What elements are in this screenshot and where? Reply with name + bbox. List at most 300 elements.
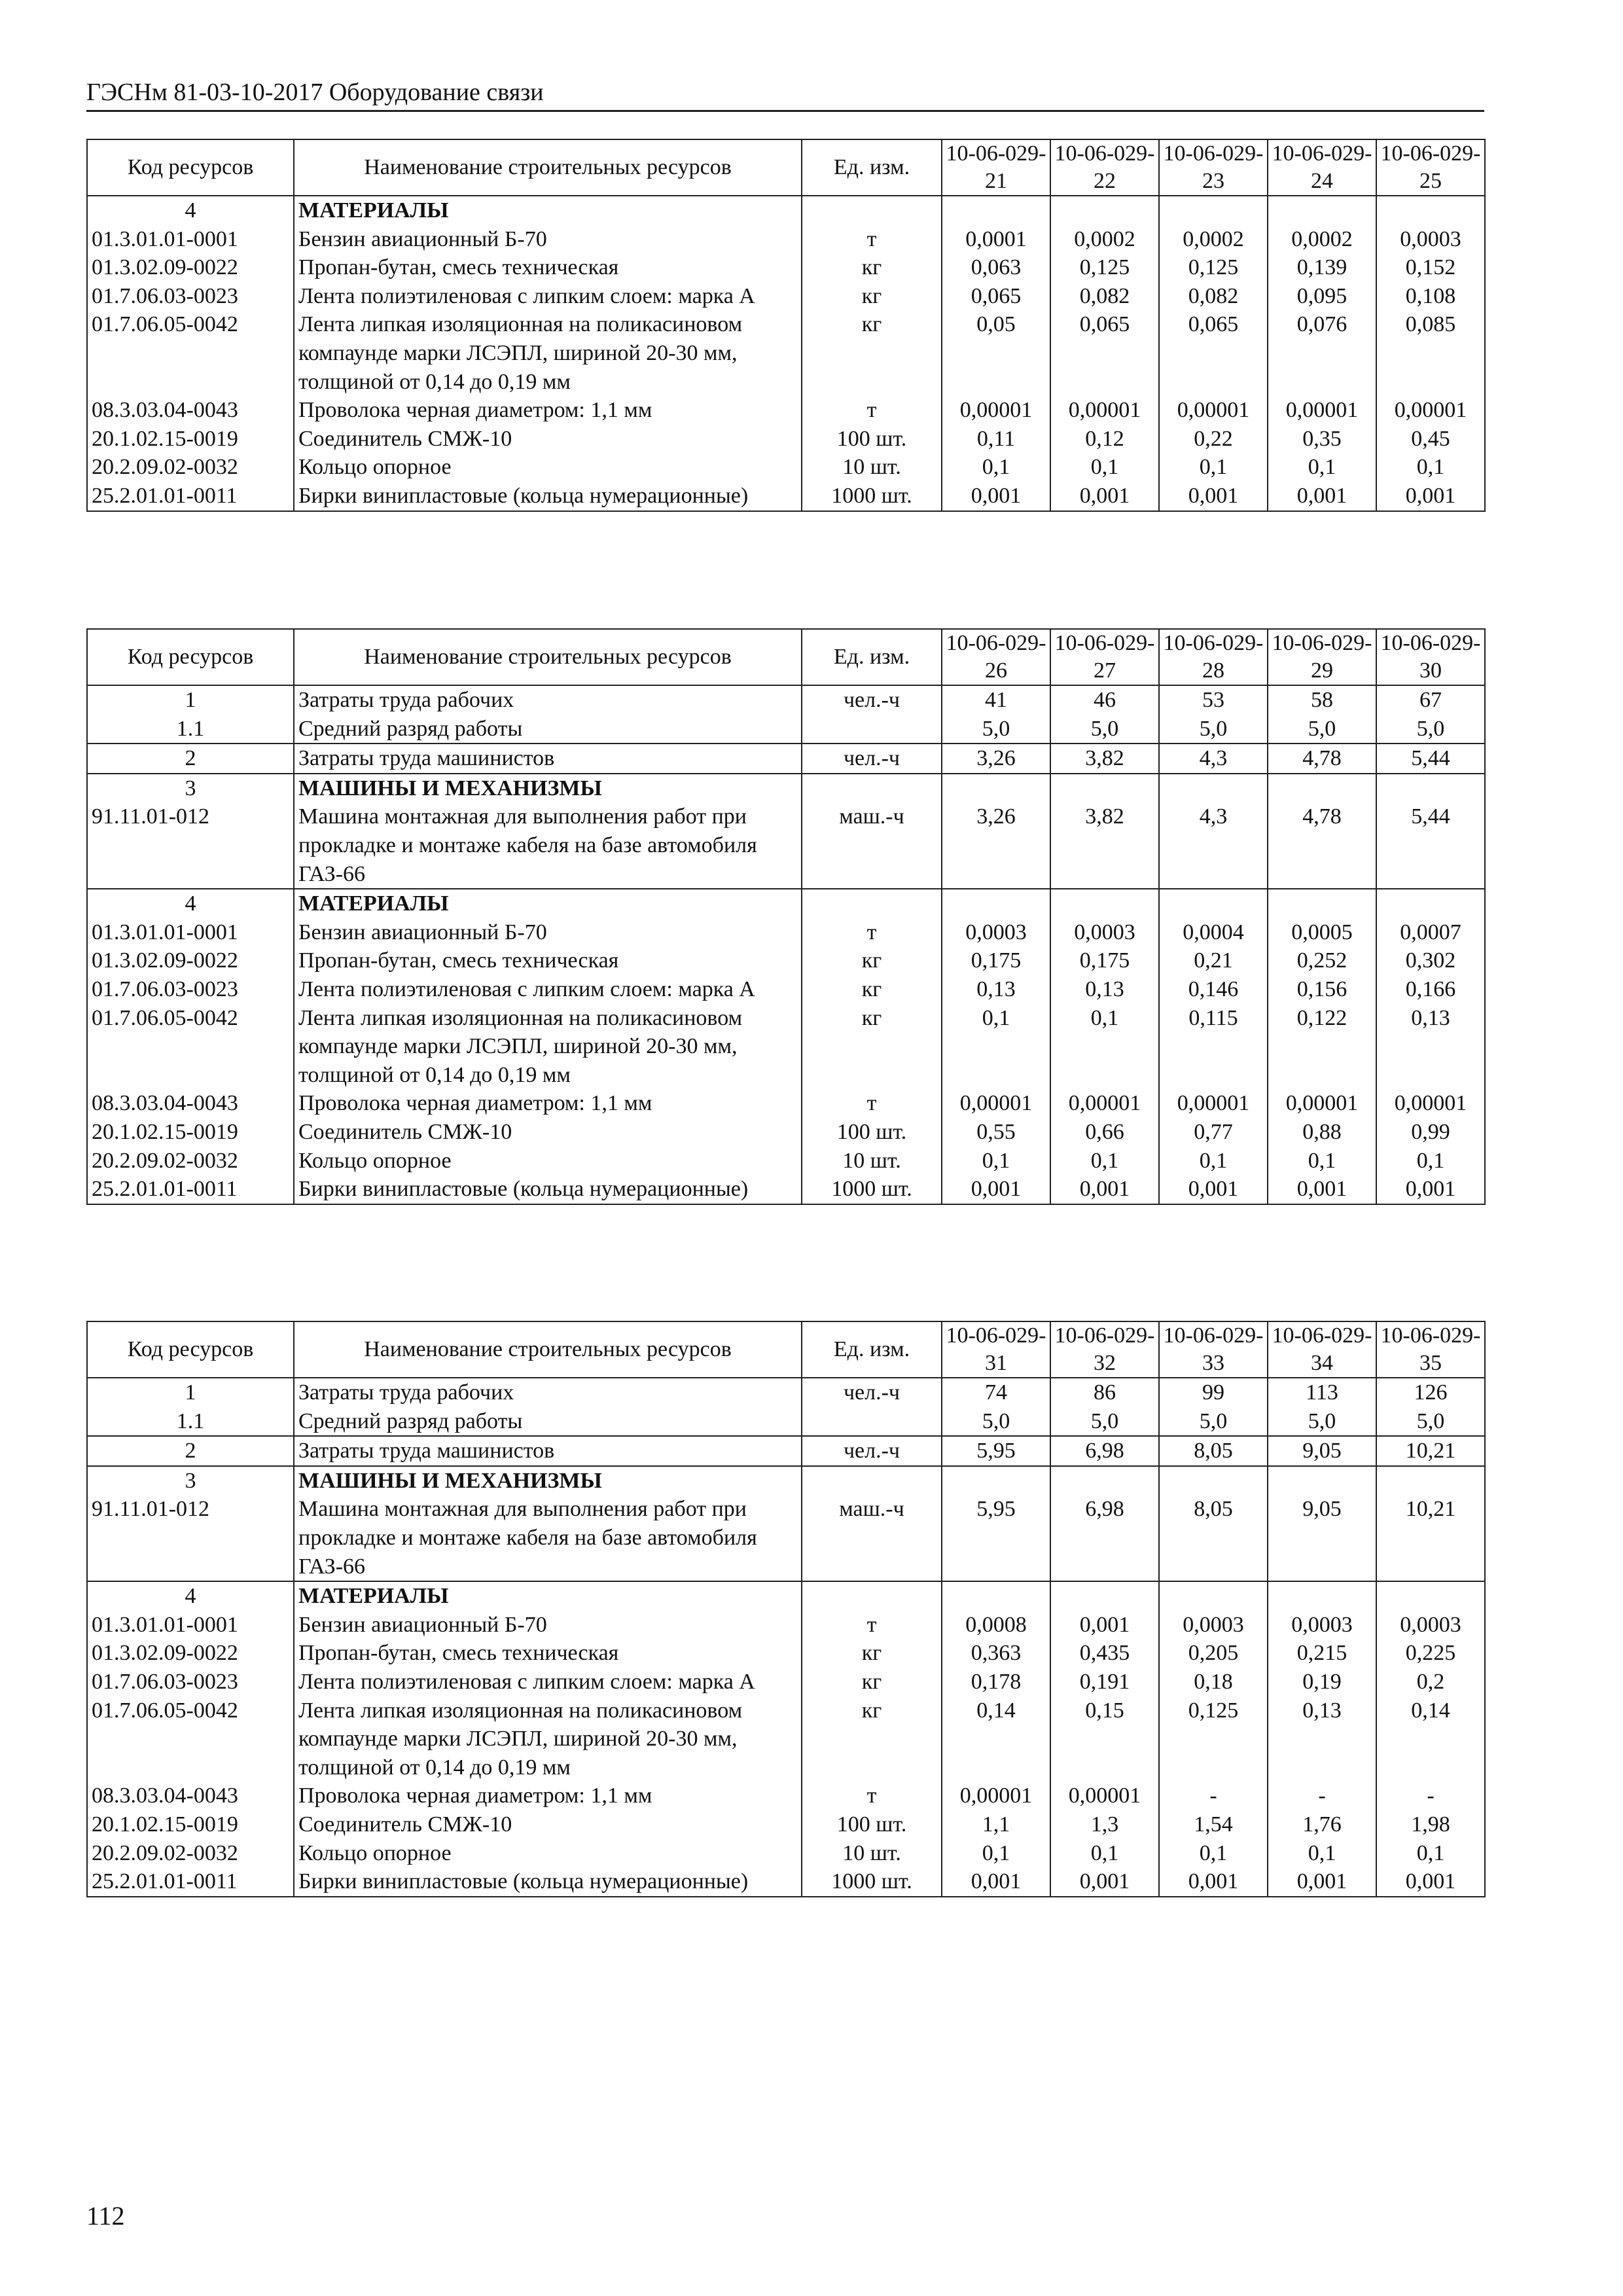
resource-value	[942, 196, 1050, 225]
resource-value: 0,15	[1050, 1696, 1159, 1782]
resource-value	[942, 774, 1050, 803]
table-row	[87, 396, 1485, 425]
table-row	[87, 1004, 1485, 1090]
resource-value: 0,1	[1159, 1147, 1268, 1175]
page-number: 112	[86, 2201, 125, 2231]
resource-value	[1050, 889, 1159, 918]
resource-value: 4,3	[1159, 802, 1268, 889]
resource-unit	[802, 196, 942, 225]
resource-unit: кг	[802, 1668, 942, 1696]
resource-value: 0,001	[1159, 482, 1268, 511]
table-row	[87, 1147, 1485, 1175]
resource-name: МАШИНЫ И МЕХАНИЗМЫ	[294, 774, 802, 803]
resource-value: 0,225	[1376, 1639, 1485, 1668]
resource-value	[1268, 1581, 1376, 1611]
table-row	[87, 1581, 1485, 1611]
resource-value: 0,1	[942, 1147, 1050, 1175]
resource-value: 0,00001	[1268, 1089, 1376, 1118]
header-norm-code: 10-06-029-35	[1376, 1321, 1485, 1378]
resource-value: 0,001	[942, 482, 1050, 511]
resource-value: 0,1	[1268, 453, 1376, 482]
resource-value: 0,1	[1050, 1147, 1159, 1175]
resource-unit: кг	[802, 975, 942, 1004]
resource-code: 2	[87, 1436, 294, 1466]
resource-value: 0,065	[942, 282, 1050, 311]
header-code: Код ресурсов	[87, 139, 294, 196]
resource-code: 4	[87, 889, 294, 918]
resource-name: Пропан-бутан, смесь техническая	[294, 253, 802, 282]
table-row	[87, 802, 1485, 889]
resource-value: 4,78	[1268, 802, 1376, 889]
resource-code: 01.7.06.03-0023	[87, 975, 294, 1004]
header-norm-code: 10-06-029-32	[1050, 1321, 1159, 1378]
resource-value: 0,125	[1050, 253, 1159, 282]
resource-value: 0,0007	[1376, 918, 1485, 947]
resource-value: 0,215	[1268, 1639, 1376, 1668]
resource-name: Машина монтажная для выполнения работ при прокладке и монтаже кабеля на базе автомобиля ГАЗ-66	[294, 1495, 802, 1581]
resource-name: Кольцо опорное	[294, 453, 802, 482]
resource-unit: чел.-ч	[802, 1436, 942, 1466]
resource-value: 0,302	[1376, 946, 1485, 975]
resource-code: 01.3.01.01-0001	[87, 918, 294, 947]
table-row	[87, 889, 1485, 918]
resource-value: 0,076	[1268, 310, 1376, 396]
resource-value: 0,13	[1268, 1696, 1376, 1782]
resource-value: 0,001	[942, 1175, 1050, 1204]
resource-value: 0,00001	[1159, 396, 1268, 425]
resource-value: 0,77	[1159, 1118, 1268, 1147]
resource-value: 46	[1050, 685, 1159, 715]
header-norm-code: 10-06-029-24	[1268, 139, 1376, 196]
resource-value: 0,1	[1050, 1839, 1159, 1868]
resource-table	[86, 628, 1486, 1205]
resource-value: 53	[1159, 685, 1268, 715]
resource-table	[86, 1321, 1486, 1897]
resource-value: 0,0003	[1050, 918, 1159, 947]
resource-unit: т	[802, 225, 942, 254]
resource-value: 0,0008	[942, 1611, 1050, 1640]
resource-value: 41	[942, 685, 1050, 715]
resource-value: 0,082	[1159, 282, 1268, 311]
resource-value: 0,1	[942, 1839, 1050, 1868]
resource-name: МАТЕРИАЛЫ	[294, 889, 802, 918]
resource-value: 0,1	[1376, 1839, 1485, 1868]
resource-name: Затраты труда рабочих	[294, 1378, 802, 1407]
resource-value: 0,0005	[1268, 918, 1376, 947]
resource-name: Машина монтажная для выполнения работ при прокладке и монтаже кабеля на базе автомобиля ГАЗ-66	[294, 802, 802, 889]
resource-value: 0,1	[1050, 453, 1159, 482]
resource-value: 0,35	[1268, 425, 1376, 454]
resource-value: 0,122	[1268, 1004, 1376, 1090]
table-row	[87, 482, 1485, 511]
resource-value: 0,45	[1376, 425, 1485, 454]
resource-code: 1.1	[87, 1407, 294, 1437]
header-norm-code: 10-06-029-33	[1159, 1321, 1268, 1378]
resource-value: 0,001	[1376, 482, 1485, 511]
resource-value: 0,0002	[1268, 225, 1376, 254]
resource-unit: 10 шт.	[802, 1147, 942, 1175]
resource-value: 0,125	[1159, 253, 1268, 282]
resource-value	[1159, 774, 1268, 803]
resource-value: 0,0001	[942, 225, 1050, 254]
resource-code: 3	[87, 774, 294, 803]
resource-code: 01.7.06.05-0042	[87, 310, 294, 396]
resource-value	[942, 1581, 1050, 1611]
resource-code: 91.11.01-012	[87, 1495, 294, 1581]
resource-value	[1268, 196, 1376, 225]
resource-unit: т	[802, 396, 942, 425]
resource-name: Средний разряд работы	[294, 715, 802, 744]
resource-value: 5,0	[1159, 1407, 1268, 1437]
resource-code: 25.2.01.01-0011	[87, 1867, 294, 1897]
resource-value: 0,55	[942, 1118, 1050, 1147]
resource-name: Соединитель СМЖ-10	[294, 1118, 802, 1147]
resource-value	[1159, 889, 1268, 918]
resource-unit	[802, 1407, 942, 1437]
resource-value: 0,001	[1050, 1867, 1159, 1897]
header-norm-code: 10-06-029-21	[942, 139, 1050, 196]
resource-unit: 1000 шт.	[802, 482, 942, 511]
table-row	[87, 1378, 1485, 1407]
resource-value: 0,1	[1159, 1839, 1268, 1868]
header-unit: Ед. изм.	[802, 139, 942, 196]
resource-value: 0,001	[1050, 482, 1159, 511]
resource-value: 3,82	[1050, 744, 1159, 774]
resource-name: Лента липкая изоляционная на поликасиновом компаунде марки ЛСЭПЛ, шириной 20-30 мм, толщиной от 0,14 до 0,19 мм	[294, 1696, 802, 1782]
table-row	[87, 1810, 1485, 1839]
resource-name: Лента полиэтиленовая с липким слоем: марка А	[294, 282, 802, 311]
resource-value: 6,98	[1050, 1495, 1159, 1581]
resource-value	[1159, 1466, 1268, 1496]
table-row	[87, 1495, 1485, 1581]
resource-code: 01.7.06.03-0023	[87, 282, 294, 311]
resource-unit: маш.-ч	[802, 802, 942, 889]
resource-value: 0,1	[1268, 1839, 1376, 1868]
resource-value: 0,0003	[942, 918, 1050, 947]
resource-value	[1050, 196, 1159, 225]
resource-value: -	[1376, 1782, 1485, 1810]
resource-value	[1376, 1581, 1485, 1611]
resource-unit: чел.-ч	[802, 685, 942, 715]
table-row	[87, 282, 1485, 311]
resource-value: 5,44	[1376, 744, 1485, 774]
header-unit: Ед. изм.	[802, 629, 942, 685]
resource-value: 0,88	[1268, 1118, 1376, 1147]
resource-unit: кг	[802, 253, 942, 282]
resource-value: 0,0002	[1159, 225, 1268, 254]
resource-value: 0,14	[1376, 1696, 1485, 1782]
resource-value: 0,00001	[1050, 1089, 1159, 1118]
resource-code: 1.1	[87, 715, 294, 744]
table-row	[87, 196, 1485, 225]
resource-value: 0,108	[1376, 282, 1485, 311]
resource-name: Затраты труда машинистов	[294, 744, 802, 774]
resource-value: 67	[1376, 685, 1485, 715]
header-name: Наименование строительных ресурсов	[294, 139, 802, 196]
resource-value: 0,139	[1268, 253, 1376, 282]
resource-value: 5,0	[1159, 715, 1268, 744]
resource-value	[1376, 889, 1485, 918]
table-row	[87, 310, 1485, 396]
resource-name: Бирки винипластовые (кольца нумерационные)	[294, 1867, 802, 1897]
resource-value: 5,0	[1050, 1407, 1159, 1437]
resource-value: 0,166	[1376, 975, 1485, 1004]
table-row	[87, 1611, 1485, 1640]
resource-code: 20.1.02.15-0019	[87, 1118, 294, 1147]
resource-unit: 1000 шт.	[802, 1175, 942, 1204]
resource-value: 0,152	[1376, 253, 1485, 282]
resource-value: 0,001	[1050, 1175, 1159, 1204]
resource-code: 20.1.02.15-0019	[87, 425, 294, 454]
resource-value: 0,001	[1159, 1867, 1268, 1897]
resource-unit: 1000 шт.	[802, 1867, 942, 1897]
resource-name: Кольцо опорное	[294, 1839, 802, 1868]
resource-name: Бензин авиационный Б-70	[294, 918, 802, 947]
resource-value: 0,00001	[942, 1782, 1050, 1810]
resource-unit: 10 шт.	[802, 453, 942, 482]
resource-code: 01.3.01.01-0001	[87, 225, 294, 254]
resource-value: 0,12	[1050, 425, 1159, 454]
table-row	[87, 1118, 1485, 1147]
resource-value	[1050, 774, 1159, 803]
resource-value: 0,11	[942, 425, 1050, 454]
resource-unit	[802, 889, 942, 918]
resource-value	[1050, 1581, 1159, 1611]
resource-unit	[802, 1581, 942, 1611]
resource-value	[1376, 1466, 1485, 1496]
resource-code: 01.3.02.09-0022	[87, 253, 294, 282]
resource-value: 0,2	[1376, 1668, 1485, 1696]
table-row	[87, 774, 1485, 803]
header-unit: Ед. изм.	[802, 1321, 942, 1378]
resource-code: 91.11.01-012	[87, 802, 294, 889]
header-norm-code: 10-06-029-25	[1376, 139, 1485, 196]
resource-value: 6,98	[1050, 1436, 1159, 1466]
resource-unit: кг	[802, 282, 942, 311]
resource-name: Кольцо опорное	[294, 1147, 802, 1175]
resource-value: 0,001	[1159, 1175, 1268, 1204]
resource-value: 0,001	[1268, 1867, 1376, 1897]
resource-unit: 10 шт.	[802, 1839, 942, 1868]
table-row	[87, 225, 1485, 254]
resource-value: 0,66	[1050, 1118, 1159, 1147]
resource-value: 3,26	[942, 744, 1050, 774]
resource-unit: т	[802, 1782, 942, 1810]
resource-value: 0,363	[942, 1639, 1050, 1668]
resource-value: 4,78	[1268, 744, 1376, 774]
resource-unit: кг	[802, 1639, 942, 1668]
resource-value: 3,82	[1050, 802, 1159, 889]
resource-code: 01.3.01.01-0001	[87, 1611, 294, 1640]
resource-code: 25.2.01.01-0011	[87, 482, 294, 511]
resource-unit	[802, 774, 942, 803]
resource-unit: кг	[802, 1696, 942, 1782]
resource-unit: маш.-ч	[802, 1495, 942, 1581]
resource-code: 20.1.02.15-0019	[87, 1810, 294, 1839]
resource-code: 01.7.06.03-0023	[87, 1668, 294, 1696]
resource-name: Затраты труда машинистов	[294, 1436, 802, 1466]
header-norm-code: 10-06-029-28	[1159, 629, 1268, 685]
resource-value: 0,00001	[942, 1089, 1050, 1118]
resource-value	[1376, 196, 1485, 225]
resource-code: 08.3.03.04-0043	[87, 396, 294, 425]
resource-value: 0,435	[1050, 1639, 1159, 1668]
resource-unit: чел.-ч	[802, 1378, 942, 1407]
resource-value: 0,0004	[1159, 918, 1268, 947]
resource-value	[1376, 774, 1485, 803]
resource-unit: кг	[802, 946, 942, 975]
resource-value: 0,21	[1159, 946, 1268, 975]
resource-name: Лента липкая изоляционная на поликасиновом компаунде марки ЛСЭПЛ, шириной 20-30 мм, толщиной от 0,14 до 0,19 мм	[294, 310, 802, 396]
resource-value: 0,19	[1268, 1668, 1376, 1696]
resource-value: 5,0	[942, 1407, 1050, 1437]
resource-code: 20.2.09.02-0032	[87, 1839, 294, 1868]
table-row	[87, 1175, 1485, 1204]
resource-value: 0,001	[1376, 1867, 1485, 1897]
resource-name: Соединитель СМЖ-10	[294, 1810, 802, 1839]
resource-value: 0,252	[1268, 946, 1376, 975]
resource-unit: кг	[802, 310, 942, 396]
resource-name: Пропан-бутан, смесь техническая	[294, 946, 802, 975]
table-header-row	[87, 1321, 1485, 1378]
resource-value: 0,085	[1376, 310, 1485, 396]
resource-value	[1268, 889, 1376, 918]
resource-value: 0,00001	[1268, 396, 1376, 425]
resource-name: Проволока черная диаметром: 1,1 мм	[294, 1782, 802, 1810]
resource-value: 0,13	[1376, 1004, 1485, 1090]
resource-value: 0,1	[1050, 1004, 1159, 1090]
resource-value: 0,00001	[1159, 1089, 1268, 1118]
resource-name: Соединитель СМЖ-10	[294, 425, 802, 454]
resource-value: 0,99	[1376, 1118, 1485, 1147]
resource-value: 8,05	[1159, 1436, 1268, 1466]
page-header: ГЭСНм 81-03-10-2017 Оборудование связи	[86, 77, 1484, 112]
header-norm-code: 10-06-029-23	[1159, 139, 1268, 196]
resource-code: 01.3.02.09-0022	[87, 946, 294, 975]
resource-value: 0,1	[1159, 453, 1268, 482]
resource-value: 0,00001	[942, 396, 1050, 425]
table-row	[87, 1867, 1485, 1897]
resource-value	[942, 889, 1050, 918]
resource-value: 0,001	[1050, 1611, 1159, 1640]
resource-value: 5,0	[1050, 715, 1159, 744]
resource-value: 9,05	[1268, 1436, 1376, 1466]
resource-value: 0,001	[1268, 482, 1376, 511]
resource-name: Пропан-бутан, смесь техническая	[294, 1639, 802, 1668]
table-row	[87, 1436, 1485, 1466]
resource-name: Проволока черная диаметром: 1,1 мм	[294, 1089, 802, 1118]
header-norm-code: 10-06-029-30	[1376, 629, 1485, 685]
resource-value: 0,065	[1050, 310, 1159, 396]
resource-name: Проволока черная диаметром: 1,1 мм	[294, 396, 802, 425]
resource-value: 9,05	[1268, 1495, 1376, 1581]
resource-value: 1,1	[942, 1810, 1050, 1839]
resource-value: 10,21	[1376, 1495, 1485, 1581]
resource-value: 5,0	[1376, 715, 1485, 744]
resource-value: 0,1	[1376, 453, 1485, 482]
resource-unit	[802, 715, 942, 744]
resource-code: 01.3.02.09-0022	[87, 1639, 294, 1668]
resource-value: 0,18	[1159, 1668, 1268, 1696]
table-row	[87, 425, 1485, 454]
header-norm-code: 10-06-029-31	[942, 1321, 1050, 1378]
resource-value: 0,146	[1159, 975, 1268, 1004]
resource-value	[1159, 196, 1268, 225]
table-row	[87, 1696, 1485, 1782]
resource-value	[1050, 1466, 1159, 1496]
resource-name: МАТЕРИАЛЫ	[294, 1581, 802, 1611]
header-name: Наименование строительных ресурсов	[294, 629, 802, 685]
header-norm-code: 10-06-029-27	[1050, 629, 1159, 685]
resource-value: 3,26	[942, 802, 1050, 889]
resource-value: 0,1	[1376, 1147, 1485, 1175]
table-row	[87, 918, 1485, 947]
table-row	[87, 1639, 1485, 1668]
resource-value: 0,0003	[1376, 1611, 1485, 1640]
table-row	[87, 715, 1485, 744]
resource-code: 20.2.09.02-0032	[87, 1147, 294, 1175]
resource-value: -	[1268, 1782, 1376, 1810]
resource-value: 10,21	[1376, 1436, 1485, 1466]
header-norm-code: 10-06-029-26	[942, 629, 1050, 685]
resource-value: 1,54	[1159, 1810, 1268, 1839]
table-row	[87, 253, 1485, 282]
resource-value: 0,00001	[1050, 1782, 1159, 1810]
resource-name: МАТЕРИАЛЫ	[294, 196, 802, 225]
resource-code: 4	[87, 196, 294, 225]
header-norm-code: 10-06-029-34	[1268, 1321, 1376, 1378]
resource-unit: т	[802, 1089, 942, 1118]
table-row	[87, 1089, 1485, 1118]
resource-name: Средний разряд работы	[294, 1407, 802, 1437]
resource-value: 5,0	[942, 715, 1050, 744]
resource-value: 1,98	[1376, 1810, 1485, 1839]
resource-value: 0,22	[1159, 425, 1268, 454]
resource-value: 8,05	[1159, 1495, 1268, 1581]
table-row	[87, 453, 1485, 482]
resource-value: 5,0	[1376, 1407, 1485, 1437]
resource-unit: т	[802, 918, 942, 947]
resource-value: 0,065	[1159, 310, 1268, 396]
resource-name: Лента полиэтиленовая с липким слоем: марка А	[294, 975, 802, 1004]
table-row	[87, 685, 1485, 715]
resource-value: 0,175	[1050, 946, 1159, 975]
table-row	[87, 1407, 1485, 1437]
resource-value: 0,1	[1268, 1147, 1376, 1175]
resource-code: 1	[87, 1378, 294, 1407]
table-row	[87, 1466, 1485, 1496]
resource-name: Лента полиэтиленовая с липким слоем: марка А	[294, 1668, 802, 1696]
resource-code: 08.3.03.04-0043	[87, 1089, 294, 1118]
resource-value: 0,095	[1268, 282, 1376, 311]
resource-value: 0,063	[942, 253, 1050, 282]
header-norm-code: 10-06-029-22	[1050, 139, 1159, 196]
resource-value: 5,95	[942, 1495, 1050, 1581]
resource-value: 0,191	[1050, 1668, 1159, 1696]
resource-code: 3	[87, 1466, 294, 1496]
resource-name: Бирки винипластовые (кольца нумерационные)	[294, 482, 802, 511]
resource-value: 5,0	[1268, 1407, 1376, 1437]
resource-unit: 100 шт.	[802, 1810, 942, 1839]
resource-value: 0,05	[942, 310, 1050, 396]
resource-value: 126	[1376, 1378, 1485, 1407]
resource-table	[86, 139, 1486, 512]
resource-unit: т	[802, 1611, 942, 1640]
resource-value: 0,115	[1159, 1004, 1268, 1090]
resource-value: 0,125	[1159, 1696, 1268, 1782]
resource-value: 1,3	[1050, 1810, 1159, 1839]
resource-value: 0,178	[942, 1668, 1050, 1696]
